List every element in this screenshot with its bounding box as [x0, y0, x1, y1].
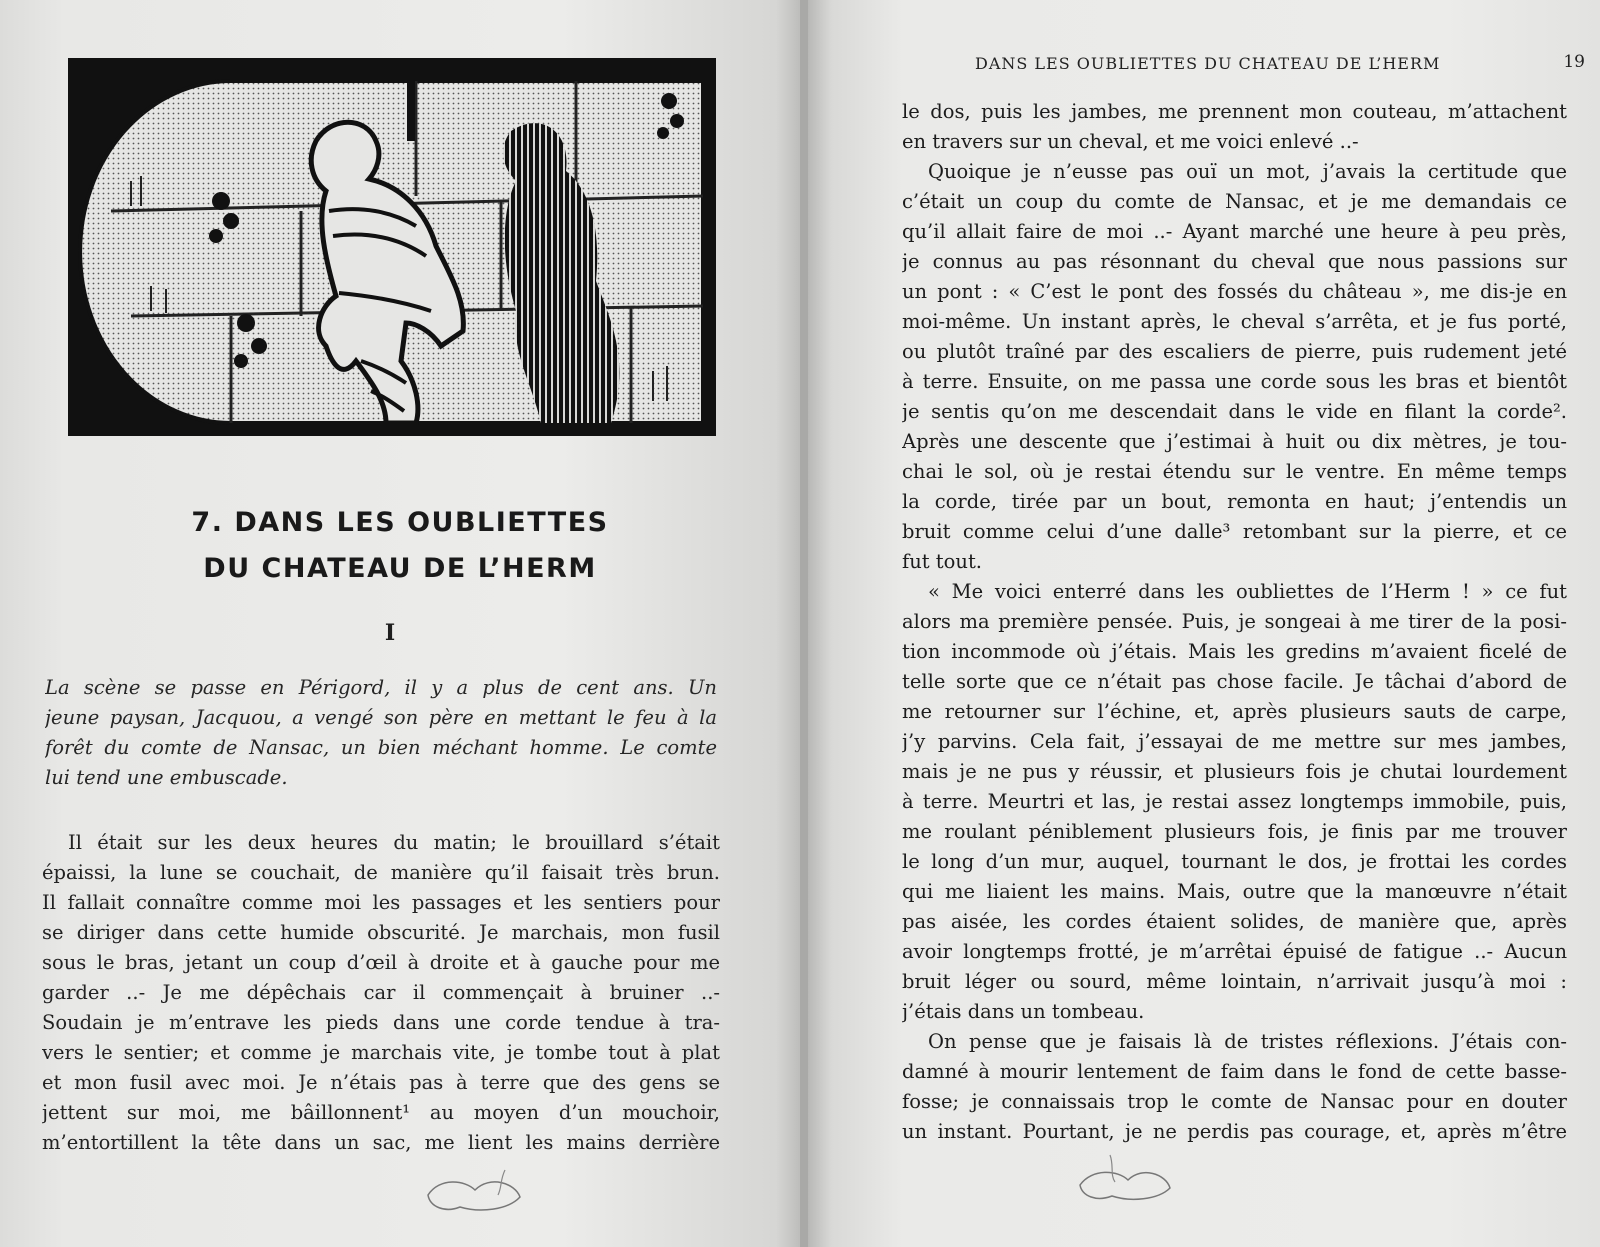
- intro-line: lui tend une embuscade.: [45, 766, 288, 789]
- text-line: se diriger dans cette humide obscurité. Je marchais, mon fusil: [42, 921, 720, 944]
- text-line: en travers sur un cheval, et me voici enlevé ..-: [902, 130, 1359, 153]
- text-line: On pense que je faisais là de tristes réflexions. J’étais con-: [928, 1030, 1567, 1053]
- text-line: Il fallait connaître comme moi les passages et les sentiers pour: [42, 891, 720, 914]
- text-line: un pont : « C’est le pont des fossés du château », me dis-je en: [902, 280, 1567, 303]
- intro-line: jeune paysan, Jacquou, a vengé son père en mettant le feu à la: [45, 706, 717, 729]
- bound-prisoner-icon: [71, 61, 713, 433]
- text-line: le dos, puis les jambes, me prennent mon couteau, m’attachent: [902, 100, 1567, 123]
- text-line: Quoique je n’eusse pas ouï un mot, j’avais la certitude que: [928, 160, 1567, 183]
- text-line: qu’il allait faire de moi ..- Ayant marché une heure à peu près,: [902, 220, 1567, 243]
- text-line: me roulant péniblement plusieurs fois, je finis par me trouver: [902, 820, 1567, 843]
- section-number: I: [384, 620, 396, 646]
- text-line: Après une descente que j’estimai à huit ou dix mètres, je tou-: [902, 430, 1567, 453]
- text-line: fosse; je connaissais trop le comte de Nansac pour en douter: [902, 1090, 1567, 1113]
- text-line: un instant. Pourtant, je ne perdis pas courage, et, après m’être: [902, 1120, 1567, 1143]
- intro-line: forêt du comte de Nansac, un bien méchant homme. Le comte: [45, 736, 717, 759]
- text-line: alors ma première pensée. Puis, je songeai à me tirer de la posi-: [902, 610, 1567, 633]
- intro-line: La scène se passe en Périgord, il y a plus de cent ans. Un: [45, 676, 717, 699]
- paper-stain-right: [1070, 1150, 1180, 1210]
- text-line: vers le sentier; et comme je marchais vite, je tombe tout à plat: [42, 1041, 720, 1064]
- text-line: la corde, tirée par un bout, remonta en haut; j’entendis un: [902, 490, 1567, 513]
- chapter-title: [60, 500, 740, 592]
- chapter-title-line-1: 7. DANS LES OUBLIETTES: [191, 507, 609, 538]
- text-line: j’y parvins. Cela fait, j’essayai de me mettre sur mes jambes,: [902, 730, 1567, 753]
- paper-stain-left: [420, 1165, 530, 1220]
- text-line: c’était un coup du comte de Nansac, et je me demandais ce: [902, 190, 1567, 213]
- text-line: à terre. Meurtri et las, je restai assez longtemps immobile, puis,: [902, 790, 1567, 813]
- left-body-text: [42, 828, 720, 1158]
- text-line: tion incommode où j’étais. Mais les gredins m’avaient ficelé de: [902, 640, 1567, 663]
- text-line: bruit comme celui d’une dalle³ retombant sur la pierre, et ce: [902, 520, 1567, 543]
- text-line: me retourner sur l’échine, et, après plusieurs sauts de carpe,: [902, 700, 1567, 723]
- text-line: chai le sol, où je restai étendu sur le ventre. En même temps: [902, 460, 1567, 483]
- text-line: qui me liaient les mains. Mais, outre que la manœuvre n’était: [902, 880, 1567, 903]
- text-line: et mon fusil avec moi. Je n’étais pas à terre que des gens se: [42, 1071, 720, 1094]
- page-number: 19: [1563, 52, 1585, 72]
- text-line: je connus au pas résonnant du cheval que nous passions sur: [902, 250, 1567, 273]
- text-line: ou plutôt traîné par des escaliers de pierre, puis rudement jeté: [902, 340, 1567, 363]
- text-line: garder ..- Je me dépêchais car il commençait à bruiner ..-: [42, 981, 720, 1004]
- text-line: bruit léger ou sourd, même lointain, n’arrivait jusqu’à moi :: [902, 970, 1567, 993]
- text-line: sous le bras, jetant un coup d’œil à droite et à gauche pour me: [42, 951, 720, 974]
- text-line: m’entortillent la tête dans un sac, me lient les mains derrière: [42, 1131, 720, 1154]
- chapter-introduction: [45, 673, 717, 793]
- text-line: moi-même. Un instant après, le cheval s’arrêta, et je fus porté,: [902, 310, 1567, 333]
- text-line: mais je ne pus y réussir, et plusieurs fois je chutai lourdement: [902, 760, 1567, 783]
- text-line: le long d’un mur, auquel, tournant le dos, je frottai les cordes: [902, 850, 1567, 873]
- text-line: avoir longtemps frotté, je m’arrêtai épuisé de fatigue ..- Aucun: [902, 940, 1567, 963]
- text-line: épaissi, la lune se couchait, de manière qu’il faisait très brun.: [42, 861, 720, 884]
- text-line: à terre. Ensuite, on me passa une corde sous les bras et bientôt: [902, 370, 1567, 393]
- text-line: telle sorte que ce n’était pas chose facile. Je tâchai d’abord de: [902, 670, 1567, 693]
- text-line: damné à mourir lentement de faim dans le fond de cette basse-: [902, 1060, 1567, 1083]
- running-head: DANS LES OUBLIETTES DU CHATEAU DE L’HERM: [975, 54, 1441, 73]
- text-line: pas aisée, les cordes étaient solides, de manière que, après: [902, 910, 1567, 933]
- text-line: Soudain je m’entrave les pieds dans une corde tendue à tra-: [42, 1011, 720, 1034]
- dungeon-illustration: [68, 58, 716, 436]
- text-line: j’étais dans un tombeau.: [902, 1000, 1145, 1023]
- right-body-text: [902, 97, 1567, 1147]
- text-line: je sentis qu’on me descendait dans le vide en filant la corde².: [902, 400, 1567, 423]
- text-line: jettent sur moi, me bâillonnent¹ au moyen d’un mouchoir,: [42, 1101, 720, 1124]
- text-line: « Me voici enterré dans les oubliettes de l’Herm ! » ce fut: [928, 580, 1567, 603]
- chapter-title-line-2: DU CHATEAU DE L’HERM: [203, 553, 597, 584]
- book-gutter: [800, 0, 808, 1247]
- text-line: fut tout.: [902, 550, 982, 573]
- text-line: Il était sur les deux heures du matin; le brouillard s’était: [68, 831, 720, 854]
